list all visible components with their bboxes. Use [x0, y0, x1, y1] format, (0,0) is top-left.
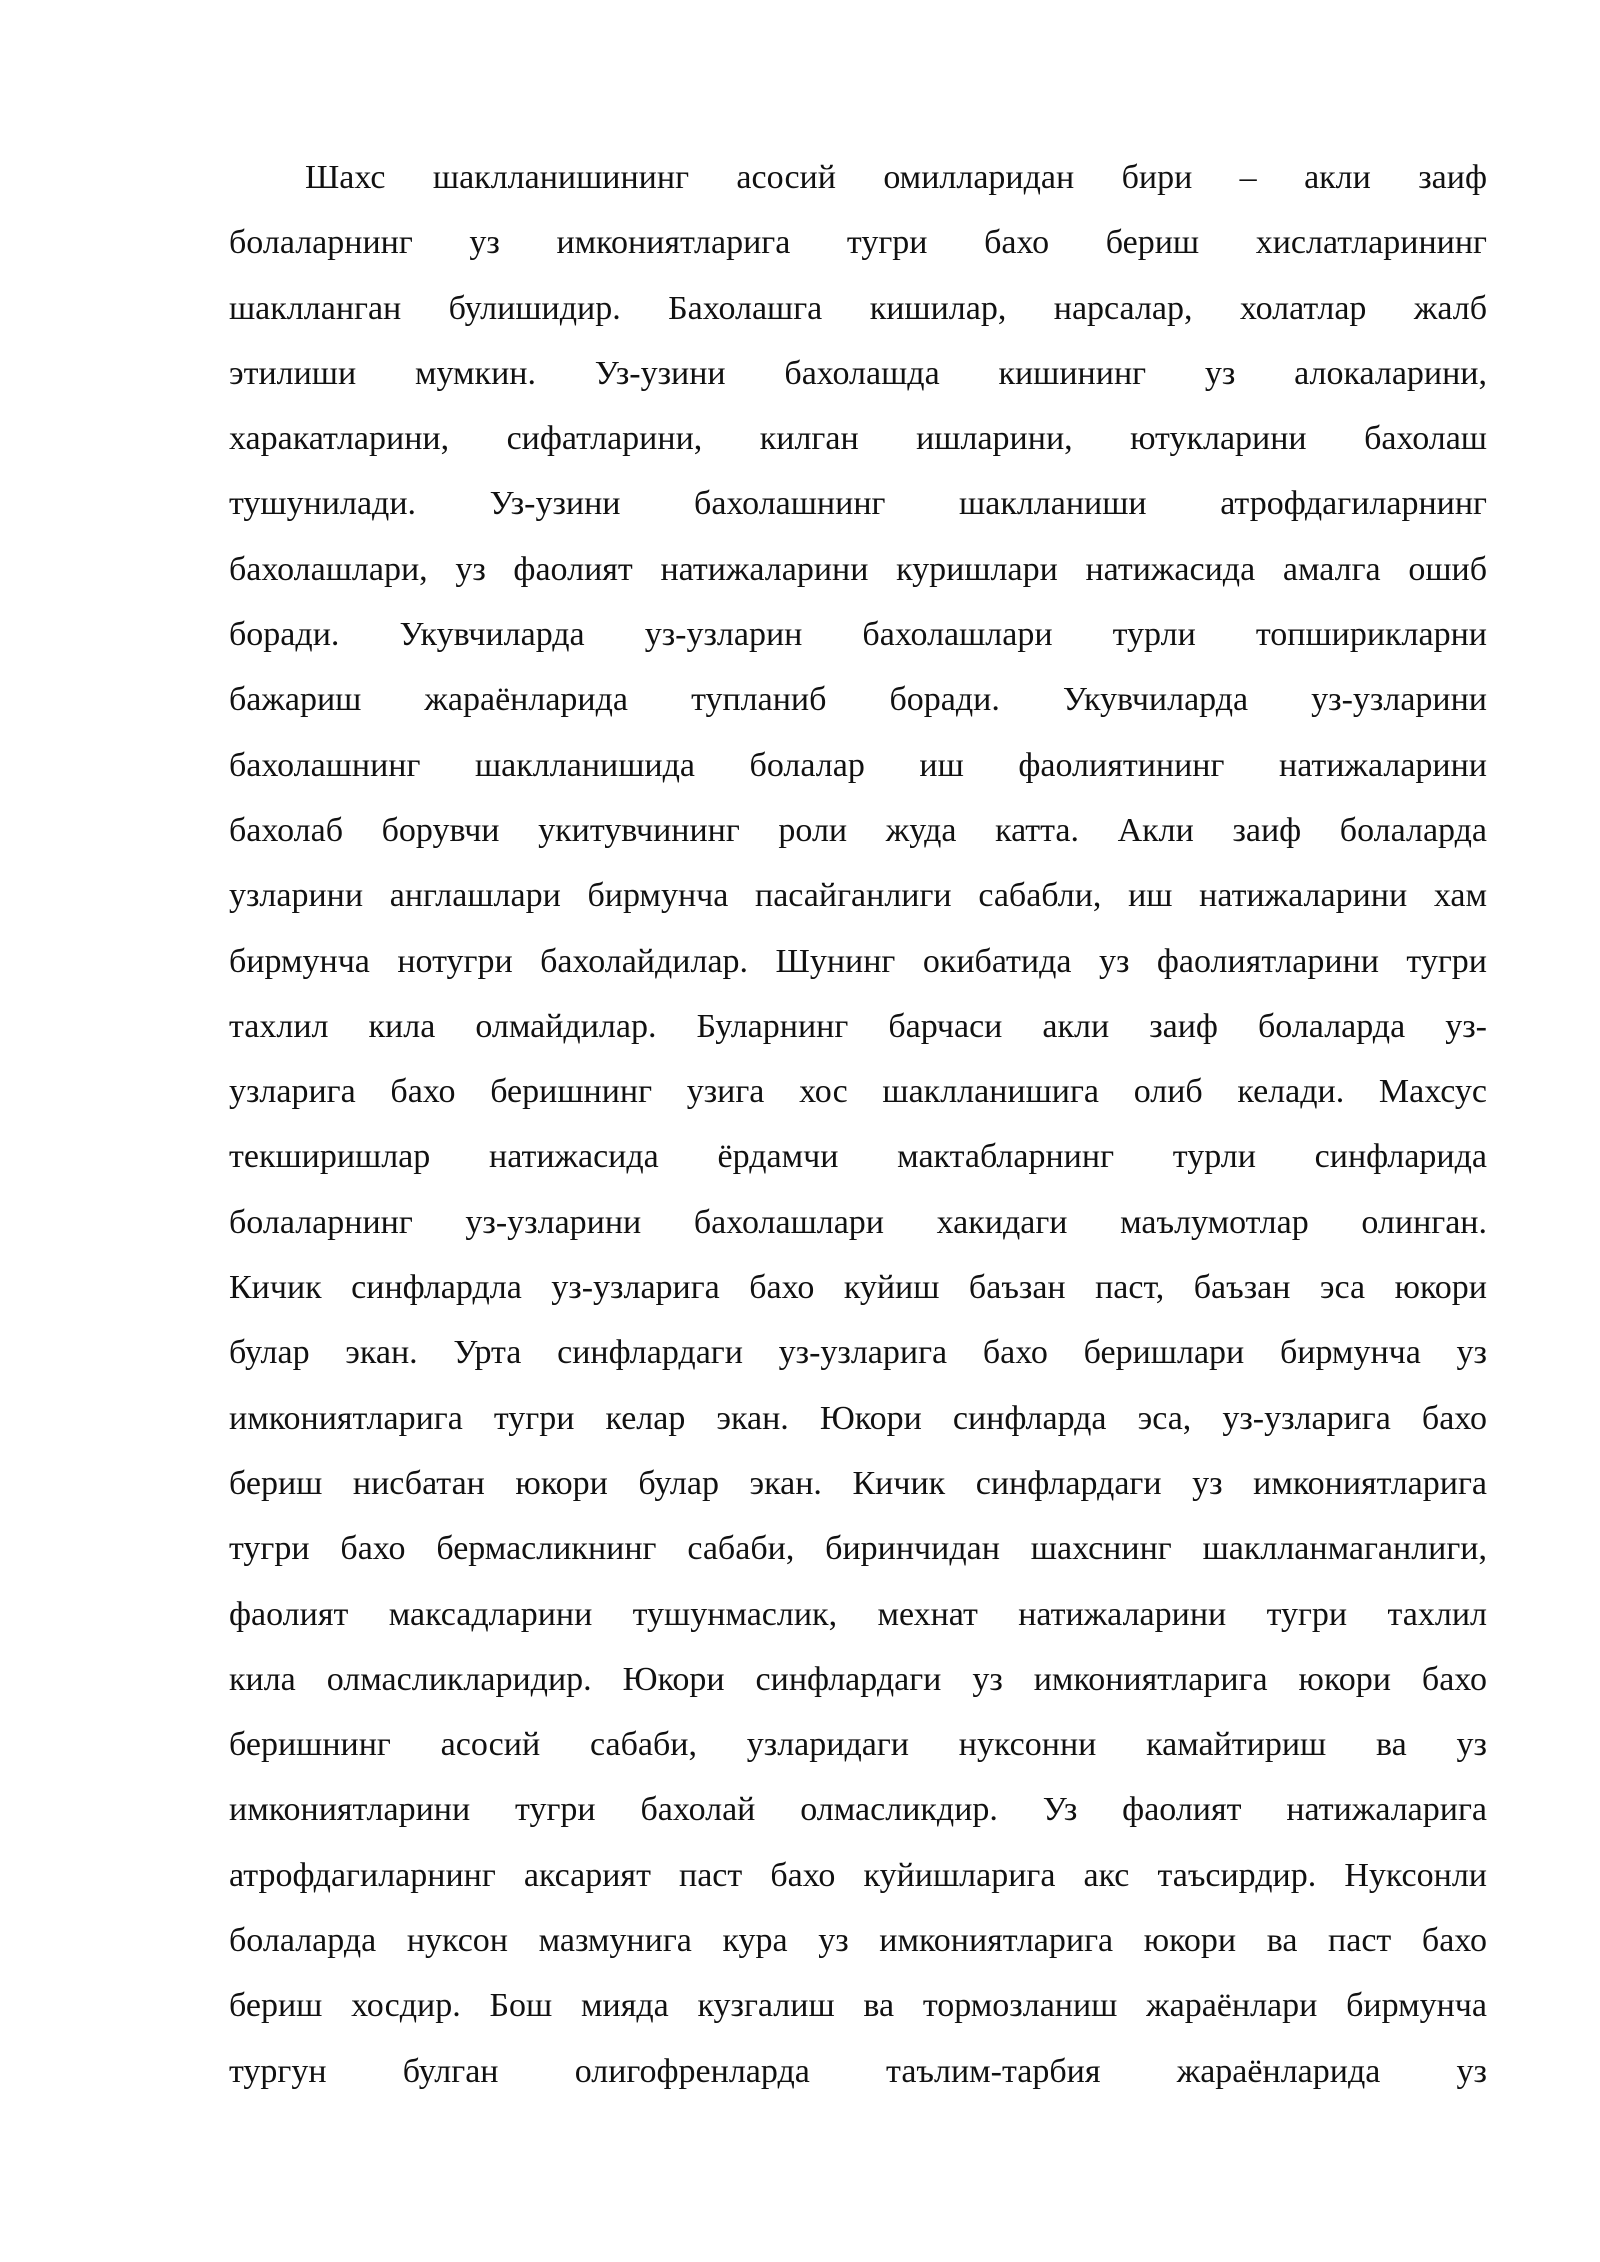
- text-line: болаларда нуксон мазмунига кура уз имкониятларига юкори ва паст бахо: [229, 1922, 1487, 1960]
- text-line: тугри бахо бермасликнинг сабаби, биринчидан шахснинг шаклланмаганлиги,: [229, 1530, 1487, 1568]
- text-line: булар экан. Урта синфлардаги уз-узларига бахо беришлари бирмунча уз: [229, 1334, 1487, 1372]
- text-line: Шахс шаклланишининг асосий омилларидан бири – акли заиф: [305, 159, 1487, 196]
- text-line: текширишлар натижасида ёрдамчи мактабларнинг турли синфларида: [229, 1138, 1487, 1176]
- text-line: кила олмасликларидир. Юкори синфлардаги уз имкониятларига юкори бахо: [229, 1660, 1487, 1698]
- text-line: узларига бахо беришнинг узига хос шаклланишига олиб келади. Махсус: [229, 1073, 1487, 1111]
- text-line: бериш хосдир. Бош мияда кузгалиш ва тормозланиш жараёнлари бирмунча: [229, 1987, 1487, 2025]
- text-line: этилиши мумкин. Уз-узини бахолашда кишининг уз алокаларини,: [229, 354, 1487, 392]
- text-line: болаларнинг уз-узларини бахолашлари хакидаги маълумотлар олинган.: [229, 1203, 1487, 1241]
- text-line: харакатларини, сифатларини, килган ишларини, ютукларини бахолаш: [229, 420, 1487, 458]
- text-line: имкониятларига тугри келар экан. Юкори синфларда эса, уз-узларига бахо: [229, 1399, 1487, 1437]
- text-line: тахлил кила олмайдилар. Буларнинг барчаси акли заиф болаларда уз-: [229, 1007, 1487, 1045]
- text-line: бирмунча нотугри бахолайдилар. Шунинг окибатида уз фаолиятларини тугри: [229, 942, 1487, 980]
- text-line: болаларнинг уз имкониятларига тугри бахо бериш хислатларининг: [229, 224, 1487, 262]
- text-line: бериш нисбатан юкори булар экан. Кичик синфлардаги уз имкониятларига: [229, 1464, 1487, 1502]
- text-line: бахолаб борувчи укитувчининг роли жуда катта. Акли заиф болаларда: [229, 811, 1487, 849]
- text-line: бажариш жараёнларида тупланиб боради. Укувчиларда уз-узларини: [229, 681, 1487, 719]
- text-line: бахолашнинг шаклланишида болалар иш фаолиятининг натижаларини: [229, 746, 1487, 784]
- text-line: фаолият максадларини тушунмаслик, мехнат натижаларини тугри тахлил: [229, 1595, 1487, 1633]
- document-page: [229, 145, 1487, 2104]
- text-line: узларини англашлари бирмунча пасайганлиги сабабли, иш натижаларини хам: [229, 877, 1487, 915]
- text-line: беришнинг асосий сабаби, узларидаги нуксонни камайтириш ва уз: [229, 1726, 1487, 1764]
- text-line: Кичик синфлардла уз-узларига бахо куйиш баъзан паст, баъзан эса юкори: [229, 1269, 1487, 1307]
- text-line: бахолашлари, уз фаолият натижаларини куришлари натижасида амалга ошиб: [229, 550, 1487, 588]
- body-paragraph: [229, 145, 1487, 2104]
- text-line: имкониятларини тугри бахолай олмасликдир. Уз фаолият натижаларига: [229, 1791, 1487, 1829]
- text-line: тушунилади. Уз-узини бахолашнинг шаклланиши атрофдагиларнинг: [229, 485, 1487, 523]
- text-line: боради. Укувчиларда уз-узларин бахолашлари турли топширикларни: [229, 616, 1487, 654]
- text-line: тургун булган олигофренларда таълим-тарбия жараёнларида уз: [229, 2052, 1487, 2090]
- text-line: шаклланган булишидир. Бахолашга кишилар, нарсалар, холатлар жалб: [229, 289, 1487, 327]
- text-line: атрофдагиларнинг аксарият паст бахо куйишларига акс таъсирдир. Нуксонли: [229, 1856, 1487, 1894]
